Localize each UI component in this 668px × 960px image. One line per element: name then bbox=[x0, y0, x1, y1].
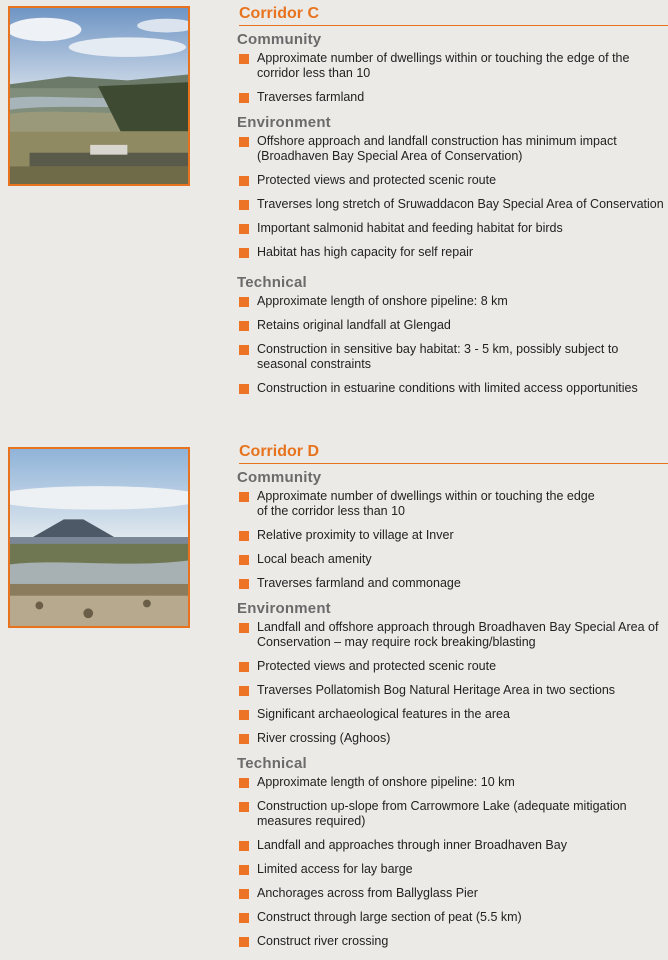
corridor-c-technical-heading: Technical bbox=[237, 274, 307, 291]
list-item: Landfall and approaches through inner Broadhaven Bay bbox=[237, 838, 668, 853]
square-bullet-icon bbox=[239, 710, 249, 720]
square-bullet-icon bbox=[239, 137, 249, 147]
list-item: Significant archaeological features in the area bbox=[237, 707, 668, 722]
square-bullet-icon bbox=[239, 889, 249, 899]
list-item: Traverses farmland and commonage bbox=[237, 576, 668, 591]
square-bullet-icon bbox=[239, 937, 249, 947]
list-item: Habitat has high capacity for self repair bbox=[237, 245, 668, 260]
corridor-d-community-heading: Community bbox=[237, 469, 322, 486]
square-bullet-icon bbox=[239, 248, 249, 258]
list-item: Landfall and offshore approach through Broadhaven Bay Special Area of Conservation – may require rock breaking/blasting bbox=[237, 620, 668, 650]
corridor-c-section bbox=[237, 4, 668, 405]
square-bullet-icon bbox=[239, 865, 249, 875]
list-item: Traverses long stretch of Sruwaddacon Bay Special Area of Conservation bbox=[237, 197, 668, 212]
list-item: Approximate number of dwellings within or touching the edge of the corridor less than 10 bbox=[237, 489, 668, 519]
corridor-d-environment-list bbox=[237, 620, 668, 746]
square-bullet-icon bbox=[239, 492, 249, 502]
square-bullet-icon bbox=[239, 93, 249, 103]
corridor-d-environment-heading: Environment bbox=[237, 600, 331, 617]
square-bullet-icon bbox=[239, 623, 249, 633]
square-bullet-icon bbox=[239, 54, 249, 64]
square-bullet-icon bbox=[239, 579, 249, 589]
square-bullet-icon bbox=[239, 321, 249, 331]
square-bullet-icon bbox=[239, 686, 249, 696]
corridor-d-section bbox=[237, 442, 668, 958]
list-item: Approximate length of onshore pipeline: 8 km bbox=[237, 294, 668, 309]
list-item: Important salmonid habitat and feeding habitat for birds bbox=[237, 221, 668, 236]
square-bullet-icon bbox=[239, 802, 249, 812]
corridor-c-technical-list bbox=[237, 294, 668, 396]
square-bullet-icon bbox=[239, 778, 249, 788]
corridor-d-title: Corridor D bbox=[239, 442, 668, 464]
square-bullet-icon bbox=[239, 531, 249, 541]
corridor-c-photo bbox=[8, 6, 190, 186]
list-item: Construct through large section of peat (5.5 km) bbox=[237, 910, 668, 925]
list-item: River crossing (Aghoos) bbox=[237, 731, 668, 746]
list-item: Construction in estuarine conditions with limited access opportunities bbox=[237, 381, 668, 396]
square-bullet-icon bbox=[239, 913, 249, 923]
square-bullet-icon bbox=[239, 224, 249, 234]
list-item: Traverses Pollatomish Bog Natural Heritage Area in two sections bbox=[237, 683, 668, 698]
list-item: Approximate length of onshore pipeline: 10 km bbox=[237, 775, 668, 790]
corridor-c-environment-list bbox=[237, 134, 668, 260]
square-bullet-icon bbox=[239, 734, 249, 744]
corridor-c-community-list bbox=[237, 51, 668, 105]
list-item: Traverses farmland bbox=[237, 90, 668, 105]
corridor-d-photo bbox=[8, 447, 190, 628]
square-bullet-icon bbox=[239, 200, 249, 210]
square-bullet-icon bbox=[239, 841, 249, 851]
list-item: Protected views and protected scenic route bbox=[237, 173, 668, 188]
square-bullet-icon bbox=[239, 297, 249, 307]
corridor-d-technical-list bbox=[237, 775, 668, 949]
list-item: Offshore approach and landfall construction has minimum impact (Broadhaven Bay Special Area of Conservation) bbox=[237, 134, 668, 164]
list-item: Construction up-slope from Carrowmore Lake (adequate mitigation measures required) bbox=[237, 799, 668, 829]
list-item: Limited access for lay barge bbox=[237, 862, 668, 877]
corridor-d-technical-heading: Technical bbox=[237, 755, 307, 772]
list-item: Relative proximity to village at Inver bbox=[237, 528, 668, 543]
square-bullet-icon bbox=[239, 555, 249, 565]
corridor-c-title: Corridor C bbox=[239, 4, 668, 26]
corridor-c-environment-heading: Environment bbox=[237, 114, 331, 131]
corridor-d-community-list bbox=[237, 489, 668, 591]
square-bullet-icon bbox=[239, 345, 249, 355]
list-item: Local beach amenity bbox=[237, 552, 668, 567]
list-item: Approximate number of dwellings within or touching the edge of the corridor less than 10 bbox=[237, 51, 668, 81]
list-item: Construct river crossing bbox=[237, 934, 668, 949]
list-item: Protected views and protected scenic route bbox=[237, 659, 668, 674]
list-item: Construction in sensitive bay habitat: 3 - 5 km, possibly subject to seasonal constraints bbox=[237, 342, 668, 372]
list-item: Anchorages across from Ballyglass Pier bbox=[237, 886, 668, 901]
square-bullet-icon bbox=[239, 662, 249, 672]
corridor-c-community-heading: Community bbox=[237, 31, 322, 48]
square-bullet-icon bbox=[239, 176, 249, 186]
list-item: Retains original landfall at Glengad bbox=[237, 318, 668, 333]
square-bullet-icon bbox=[239, 384, 249, 394]
